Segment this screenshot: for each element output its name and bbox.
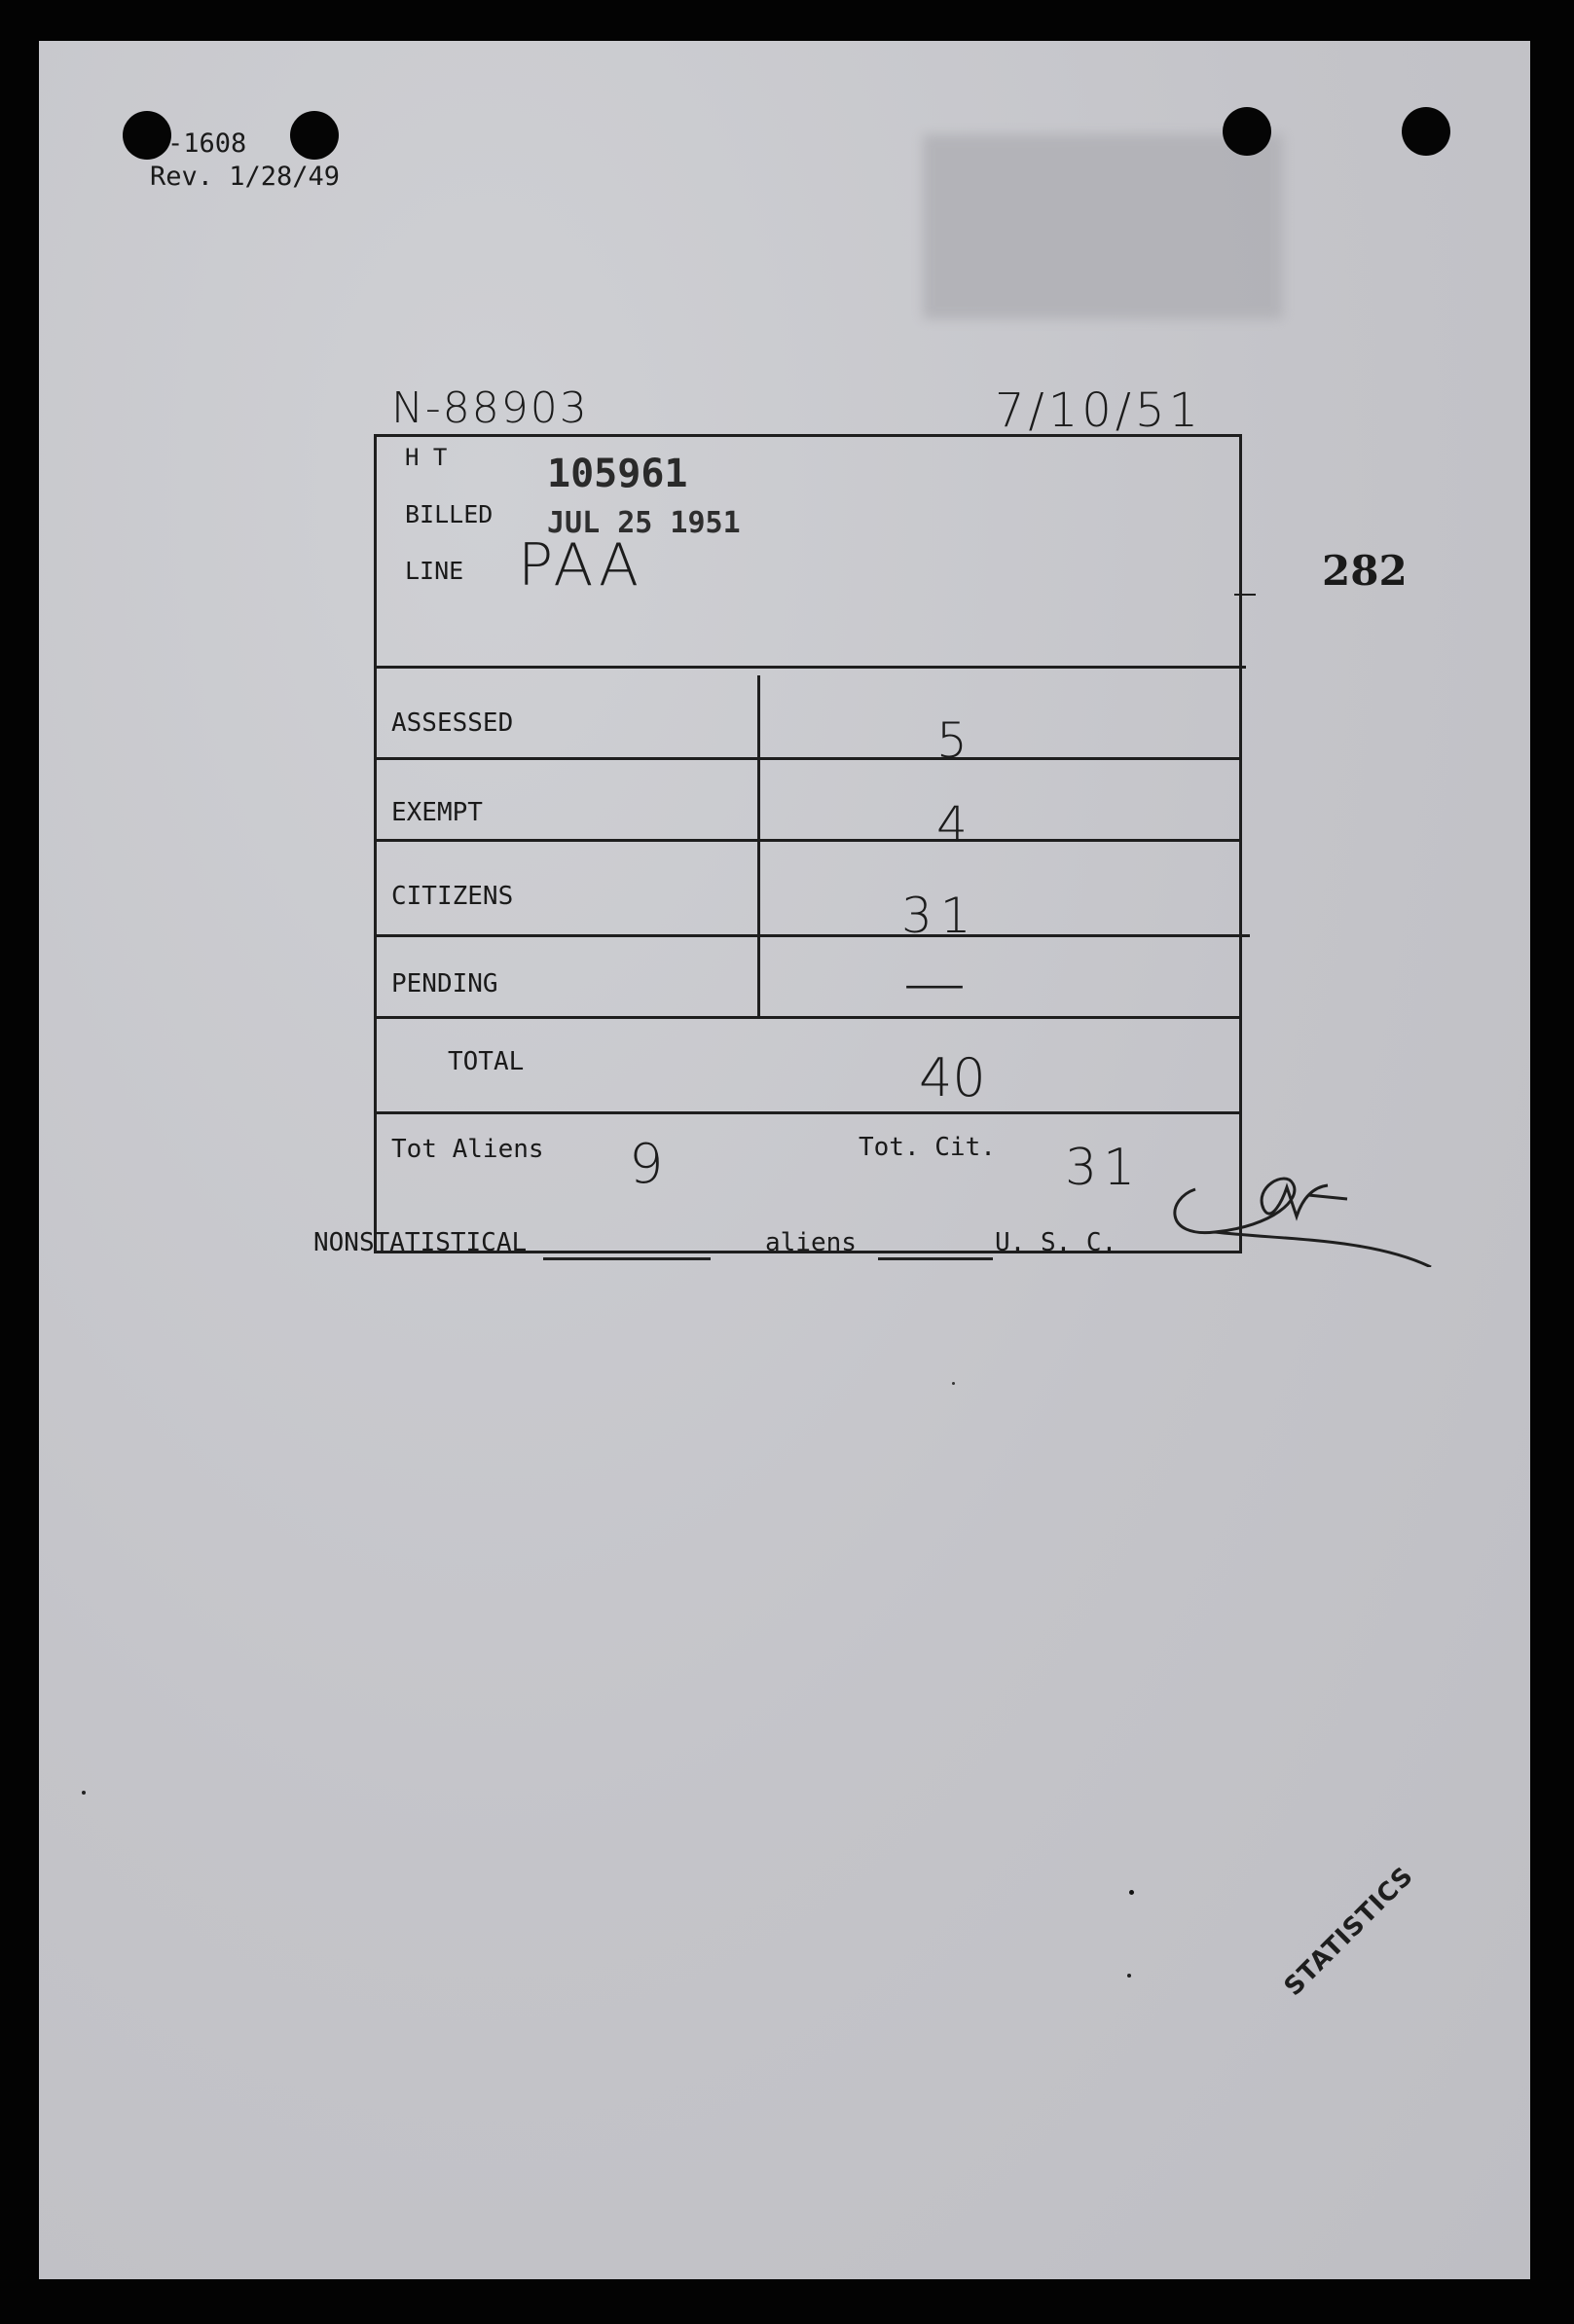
rule-row-3 xyxy=(374,934,1250,937)
line-label: LINE xyxy=(405,557,464,585)
form-box xyxy=(374,434,1242,1253)
billed-label: BILLED xyxy=(405,500,494,528)
punch-hole-right-1 xyxy=(1223,107,1271,156)
row-value-exempt: 4 xyxy=(936,796,968,853)
speck xyxy=(1129,1890,1134,1895)
rule-header-bottom xyxy=(374,666,1246,669)
page-number: 282 xyxy=(1322,547,1408,595)
row-value-citizens: 31 xyxy=(901,888,979,944)
nonstat-blank-2 xyxy=(878,1257,993,1260)
punch-hole-left-1 xyxy=(123,111,171,160)
tape-smudge xyxy=(923,134,1283,319)
rule-row-1 xyxy=(374,757,1242,760)
speck xyxy=(1127,1974,1131,1978)
nonstat-blank-1 xyxy=(543,1257,711,1260)
row-value-pending: — xyxy=(903,948,966,1020)
punch-hole-left-2 xyxy=(290,111,339,160)
row-label-pending: PENDING xyxy=(391,969,498,999)
speck xyxy=(82,1791,86,1795)
tot-cit-value: 31 xyxy=(1065,1139,1142,1197)
rule-total-bottom xyxy=(374,1111,1242,1114)
form-revision: Rev. 1/28/49 xyxy=(150,162,341,192)
statistics-stamp: STATISTICS xyxy=(1278,1861,1420,2002)
row-value-assessed: 5 xyxy=(936,712,968,769)
document-page xyxy=(39,41,1530,2279)
tot-aliens-value: 9 xyxy=(629,1133,664,1196)
row-label-assessed: ASSESSED xyxy=(391,708,514,738)
tot-aliens-label: Tot Aliens xyxy=(391,1135,544,1164)
line-value: PAA xyxy=(518,531,643,599)
tot-cit-label: Tot. Cit. xyxy=(859,1133,996,1162)
ht-label: H T xyxy=(405,444,448,471)
total-value: 40 xyxy=(919,1047,986,1108)
speck xyxy=(952,1382,955,1385)
row-label-citizens: CITIZENS xyxy=(391,882,514,911)
row-label-exempt: EXEMPT xyxy=(391,798,483,827)
punch-hole-right-2 xyxy=(1402,107,1450,156)
nonstat-aliens-label: aliens xyxy=(765,1228,857,1257)
ht-number-stamp: 105961 xyxy=(547,452,688,496)
nonstat-label: NONSTATISTICAL xyxy=(313,1228,528,1257)
form-number: -1608 xyxy=(167,128,247,159)
total-label: TOTAL xyxy=(448,1047,525,1076)
column-divider xyxy=(757,675,760,1016)
initials-signature xyxy=(1156,1131,1439,1267)
nonstat-usc-label: U. S. C. xyxy=(995,1228,1117,1257)
billed-date-stamp: JUL 25 1951 xyxy=(547,506,741,540)
rule-row-2 xyxy=(374,839,1242,842)
rule-row-4 xyxy=(374,1016,1242,1019)
file-number: N-88903 xyxy=(391,383,589,433)
date-handwritten: 7/10/51 xyxy=(995,383,1203,438)
